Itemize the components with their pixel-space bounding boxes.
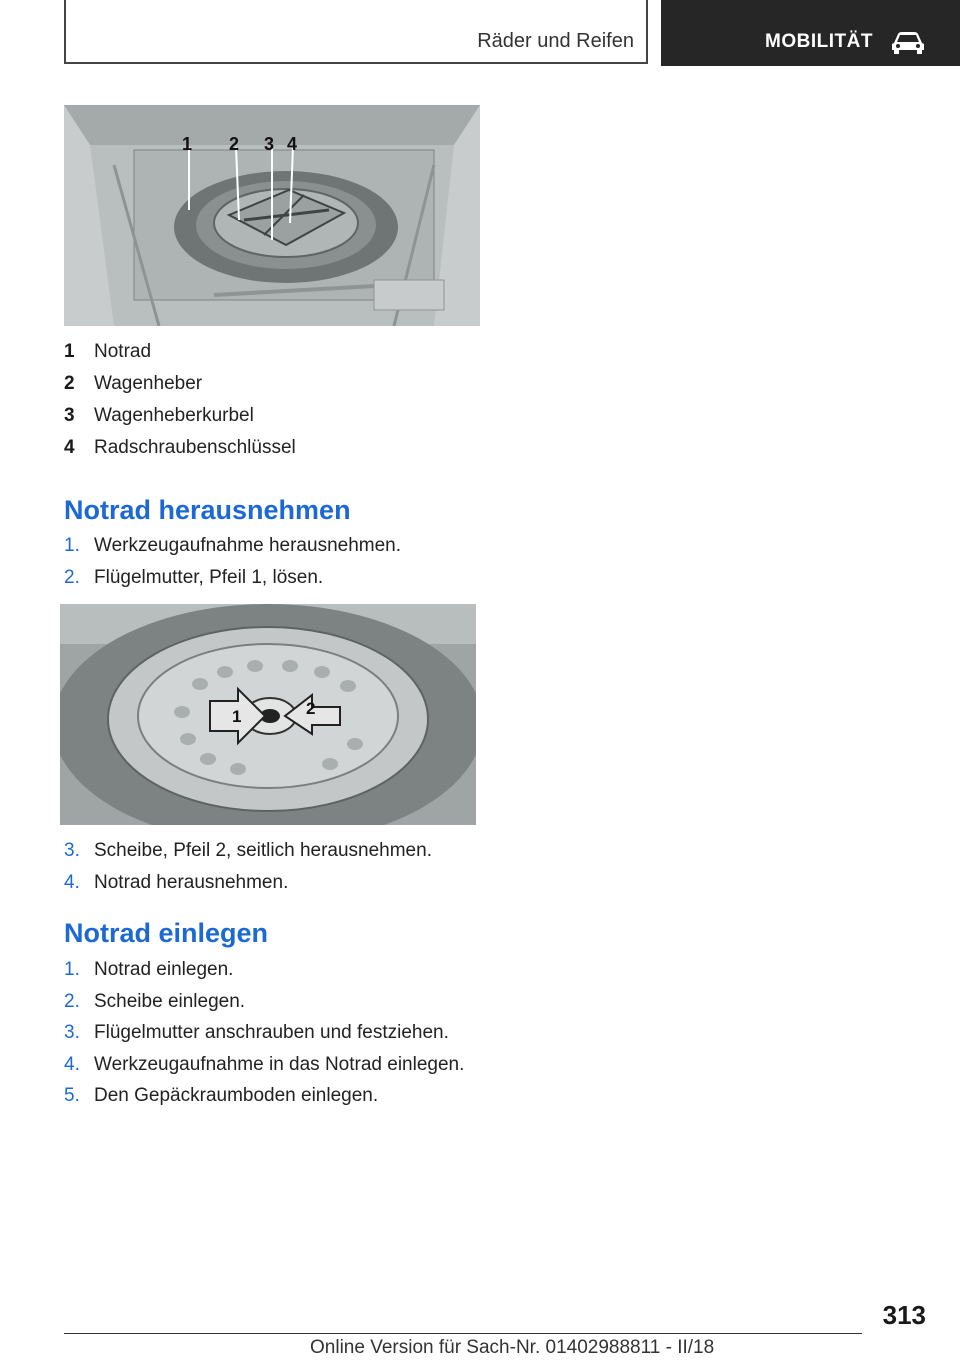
wheel-nut-figure [60, 604, 476, 825]
step-number: 1. [64, 535, 80, 556]
category-label: MOBILITÄT [765, 31, 873, 52]
legend-number: 1 [64, 341, 75, 362]
steps-insert [64, 955, 504, 1113]
step-number: 3. [64, 840, 80, 861]
step-text: Werkzeugaufnahme in das Notrad einlegen. [94, 1053, 465, 1075]
step-text: Flügelmutter, Pfeil 1, lösen. [94, 566, 324, 588]
steps-remove-1 [64, 531, 504, 594]
heading-insert-spare: Notrad einlegen [64, 918, 269, 948]
steps-remove-2 [64, 836, 504, 899]
car-icon [890, 29, 926, 55]
step-item [64, 987, 504, 1019]
step-text: Den Gepäckraumboden einlegen. [94, 1085, 379, 1106]
step-item [64, 955, 504, 987]
legend-text: Notrad [94, 341, 152, 362]
figure-legend [64, 337, 484, 465]
step-item [64, 1050, 504, 1082]
category-tab [661, 0, 960, 66]
step-number: 2. [64, 566, 80, 588]
heading-remove-spare: Notrad herausnehmen [64, 495, 351, 525]
step-text: Flügelmutter anschrauben und festziehen. [94, 1022, 449, 1043]
page-number: 313 [882, 1300, 926, 1330]
footer-text: Online Version für Sach-Nr. 01402988811 - II/18 [310, 1337, 715, 1358]
step-item [64, 1081, 504, 1113]
step-text: Werkzeugaufnahme herausnehmen. [94, 535, 402, 556]
step-number: 3. [64, 1022, 80, 1043]
step-text: Notrad herausnehmen. [94, 871, 289, 893]
legend-number: 3 [64, 405, 75, 426]
arrow-label-2: 2 [306, 699, 316, 718]
footer-divider [64, 1333, 862, 1334]
step-number: 1. [64, 959, 80, 980]
callout-1: 1 [182, 134, 193, 154]
legend-item [64, 369, 484, 401]
legend-text: Wagenheberkurbel [94, 405, 254, 426]
step-number: 2. [64, 990, 80, 1012]
trunk-spare-wheel-figure [64, 105, 480, 326]
step-number: 5. [64, 1085, 80, 1106]
legend-number: 2 [64, 373, 75, 394]
step-text: Scheibe, Pfeil 2, seitlich herausnehmen. [94, 840, 432, 861]
section-header [64, 0, 648, 64]
legend-item [64, 337, 484, 369]
legend-text: Wagenheber [94, 373, 203, 394]
step-text: Notrad einlegen. [94, 959, 234, 980]
legend-text: Radschraubenschlüssel [94, 437, 296, 458]
step-item [64, 563, 504, 595]
section-title: Räder und Reifen [477, 30, 634, 52]
step-item [64, 531, 504, 563]
callout-3: 3 [264, 134, 275, 154]
step-number: 4. [64, 1053, 80, 1075]
callout-4: 4 [287, 134, 298, 154]
arrow-label-1: 1 [232, 707, 242, 726]
legend-item [64, 401, 484, 433]
step-item [64, 868, 504, 900]
legend-number: 4 [64, 437, 75, 458]
callout-2: 2 [229, 134, 240, 154]
step-item [64, 836, 504, 868]
step-item [64, 1018, 504, 1050]
step-text: Scheibe einlegen. [94, 990, 246, 1012]
step-number: 4. [64, 871, 80, 893]
legend-item [64, 433, 484, 465]
